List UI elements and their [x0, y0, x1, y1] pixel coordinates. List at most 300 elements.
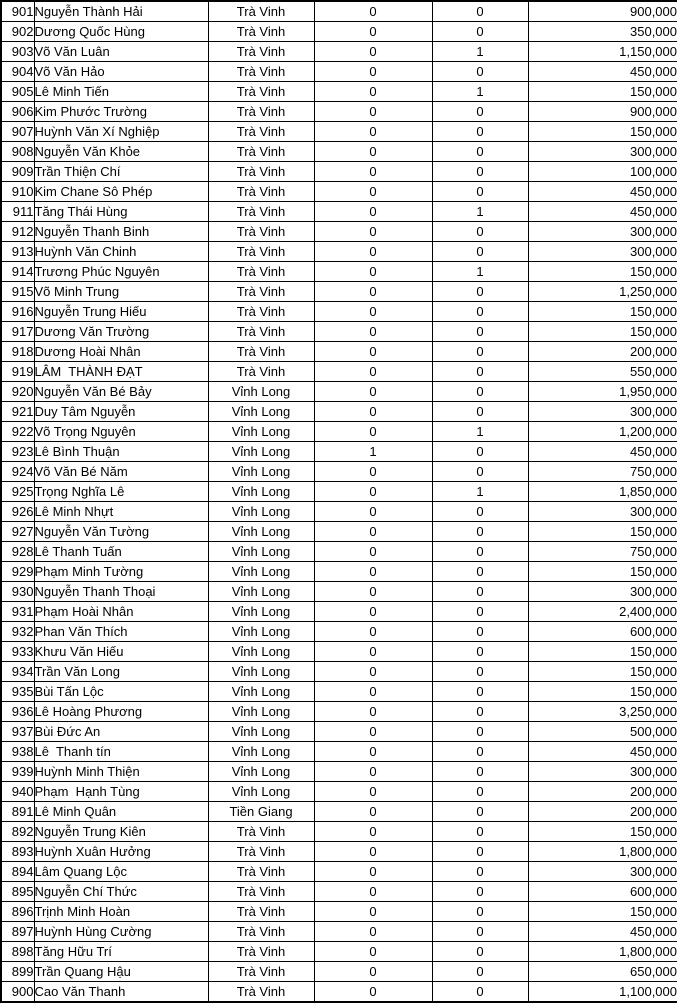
cell-value_b[interactable]: 0	[432, 982, 528, 1003]
cell-name[interactable]: Duy Tâm Nguyễn	[34, 402, 208, 422]
cell-amount[interactable]: 300,000	[528, 402, 677, 422]
cell-name[interactable]: Phan Văn Thích	[34, 622, 208, 642]
cell-name[interactable]: Bùi Tấn Lộc	[34, 682, 208, 702]
cell-amount[interactable]: 450,000	[528, 922, 677, 942]
cell-value_a[interactable]: 0	[314, 642, 432, 662]
cell-province[interactable]: Vỉnh Long	[208, 682, 314, 702]
cell-value_b[interactable]: 0	[432, 622, 528, 642]
cell-value_a[interactable]: 0	[314, 102, 432, 122]
cell-province[interactable]: Trà Vinh	[208, 122, 314, 142]
cell-name[interactable]: Dương Văn Trường	[34, 322, 208, 342]
cell-amount[interactable]: 500,000	[528, 722, 677, 742]
cell-id[interactable]: 914	[1, 262, 34, 282]
cell-value_a[interactable]: 0	[314, 342, 432, 362]
cell-province[interactable]: Vỉnh Long	[208, 422, 314, 442]
cell-name[interactable]: Võ Minh Trung	[34, 282, 208, 302]
cell-id[interactable]: 900	[1, 982, 34, 1003]
cell-value_a[interactable]: 0	[314, 702, 432, 722]
cell-name[interactable]: Lê Minh Nhựt	[34, 502, 208, 522]
cell-value_b[interactable]: 1	[432, 202, 528, 222]
cell-amount[interactable]: 1,850,000	[528, 482, 677, 502]
cell-amount[interactable]: 550,000	[528, 362, 677, 382]
cell-name[interactable]: Trương Phúc Nguyên	[34, 262, 208, 282]
cell-name[interactable]: Lê Thanh tín	[34, 742, 208, 762]
cell-province[interactable]: Trà Vinh	[208, 22, 314, 42]
cell-value_a[interactable]: 0	[314, 522, 432, 542]
cell-value_a[interactable]: 1	[314, 442, 432, 462]
cell-name[interactable]: Lê Bình Thuận	[34, 442, 208, 462]
cell-province[interactable]: Trà Vinh	[208, 162, 314, 182]
cell-id[interactable]: 893	[1, 842, 34, 862]
cell-id[interactable]: 928	[1, 542, 34, 562]
cell-id[interactable]: 898	[1, 942, 34, 962]
cell-id[interactable]: 905	[1, 82, 34, 102]
cell-province[interactable]: Vỉnh Long	[208, 762, 314, 782]
cell-value_a[interactable]: 0	[314, 382, 432, 402]
cell-id[interactable]: 926	[1, 502, 34, 522]
cell-value_b[interactable]: 0	[432, 162, 528, 182]
cell-amount[interactable]: 750,000	[528, 462, 677, 482]
cell-value_b[interactable]: 1	[432, 262, 528, 282]
cell-name[interactable]: Bùi Đức An	[34, 722, 208, 742]
cell-amount[interactable]: 300,000	[528, 862, 677, 882]
cell-province[interactable]: Trà Vinh	[208, 962, 314, 982]
cell-id[interactable]: 907	[1, 122, 34, 142]
cell-province[interactable]: Trà Vinh	[208, 342, 314, 362]
cell-id[interactable]: 915	[1, 282, 34, 302]
cell-name[interactable]: Phạm Hoài Nhân	[34, 602, 208, 622]
cell-value_a[interactable]: 0	[314, 222, 432, 242]
cell-amount[interactable]: 450,000	[528, 442, 677, 462]
cell-amount[interactable]: 300,000	[528, 502, 677, 522]
cell-name[interactable]: Tăng Thái Hùng	[34, 202, 208, 222]
cell-value_b[interactable]: 0	[432, 62, 528, 82]
cell-name[interactable]: Lê Hoàng Phương	[34, 702, 208, 722]
cell-value_b[interactable]: 0	[432, 802, 528, 822]
cell-province[interactable]: Vỉnh Long	[208, 622, 314, 642]
cell-value_a[interactable]: 0	[314, 882, 432, 902]
cell-value_a[interactable]: 0	[314, 42, 432, 62]
cell-value_a[interactable]: 0	[314, 742, 432, 762]
cell-value_b[interactable]: 0	[432, 142, 528, 162]
cell-value_a[interactable]: 0	[314, 662, 432, 682]
cell-province[interactable]: Trà Vinh	[208, 322, 314, 342]
cell-province[interactable]: Trà Vinh	[208, 82, 314, 102]
cell-amount[interactable]: 150,000	[528, 82, 677, 102]
cell-province[interactable]: Vỉnh Long	[208, 742, 314, 762]
cell-name[interactable]: Dương Quốc Hùng	[34, 22, 208, 42]
cell-id[interactable]: 911	[1, 202, 34, 222]
cell-province[interactable]: Vỉnh Long	[208, 782, 314, 802]
cell-value_b[interactable]: 0	[432, 562, 528, 582]
cell-value_a[interactable]: 0	[314, 762, 432, 782]
cell-id[interactable]: 897	[1, 922, 34, 942]
cell-id[interactable]: 924	[1, 462, 34, 482]
cell-value_a[interactable]: 0	[314, 282, 432, 302]
cell-value_a[interactable]: 0	[314, 922, 432, 942]
cell-value_b[interactable]: 0	[432, 782, 528, 802]
cell-province[interactable]: Trà Vinh	[208, 142, 314, 162]
cell-amount[interactable]: 1,100,000	[528, 982, 677, 1003]
cell-value_b[interactable]: 0	[432, 462, 528, 482]
cell-id[interactable]: 896	[1, 902, 34, 922]
cell-province[interactable]: Trà Vinh	[208, 242, 314, 262]
cell-name[interactable]: Lê Minh Tiến	[34, 82, 208, 102]
cell-name[interactable]: Phạm Hạnh Tùng	[34, 782, 208, 802]
cell-id[interactable]: 892	[1, 822, 34, 842]
cell-province[interactable]: Vỉnh Long	[208, 702, 314, 722]
cell-value_b[interactable]: 1	[432, 82, 528, 102]
cell-value_a[interactable]: 0	[314, 562, 432, 582]
cell-value_b[interactable]: 0	[432, 362, 528, 382]
cell-value_b[interactable]: 0	[432, 302, 528, 322]
cell-value_b[interactable]: 0	[432, 742, 528, 762]
cell-name[interactable]: Nguyễn Thanh Thoại	[34, 582, 208, 602]
cell-amount[interactable]: 100,000	[528, 162, 677, 182]
cell-amount[interactable]: 1,800,000	[528, 942, 677, 962]
cell-amount[interactable]: 450,000	[528, 202, 677, 222]
cell-province[interactable]: Vỉnh Long	[208, 662, 314, 682]
cell-name[interactable]: Huỳnh Văn Chinh	[34, 242, 208, 262]
cell-value_b[interactable]: 0	[432, 682, 528, 702]
cell-province[interactable]: Vỉnh Long	[208, 602, 314, 622]
cell-value_a[interactable]: 0	[314, 782, 432, 802]
cell-province[interactable]: Trà Vinh	[208, 922, 314, 942]
cell-value_a[interactable]: 0	[314, 682, 432, 702]
cell-name[interactable]: Nguyễn Thanh Binh	[34, 222, 208, 242]
cell-amount[interactable]: 900,000	[528, 102, 677, 122]
cell-value_a[interactable]: 0	[314, 362, 432, 382]
cell-amount[interactable]: 2,400,000	[528, 602, 677, 622]
cell-value_b[interactable]: 0	[432, 122, 528, 142]
cell-value_b[interactable]: 0	[432, 922, 528, 942]
cell-value_a[interactable]: 0	[314, 262, 432, 282]
cell-value_a[interactable]: 0	[314, 622, 432, 642]
cell-name[interactable]: Võ Văn Bé Năm	[34, 462, 208, 482]
cell-name[interactable]: Trần Văn Long	[34, 662, 208, 682]
cell-value_b[interactable]: 0	[432, 102, 528, 122]
cell-value_a[interactable]: 0	[314, 142, 432, 162]
cell-value_a[interactable]: 0	[314, 202, 432, 222]
cell-amount[interactable]: 450,000	[528, 742, 677, 762]
cell-value_b[interactable]: 0	[432, 702, 528, 722]
cell-id[interactable]: 918	[1, 342, 34, 362]
cell-amount[interactable]: 1,150,000	[528, 42, 677, 62]
cell-name[interactable]: Lâm Quang Lộc	[34, 862, 208, 882]
cell-province[interactable]: Trà Vinh	[208, 862, 314, 882]
cell-name[interactable]: Tăng Hữu Trí	[34, 942, 208, 962]
cell-id[interactable]: 906	[1, 102, 34, 122]
cell-province[interactable]: Trà Vinh	[208, 362, 314, 382]
cell-province[interactable]: Trà Vinh	[208, 62, 314, 82]
cell-value_b[interactable]: 0	[432, 822, 528, 842]
cell-value_a[interactable]: 0	[314, 22, 432, 42]
cell-value_a[interactable]: 0	[314, 722, 432, 742]
cell-amount[interactable]: 150,000	[528, 822, 677, 842]
cell-province[interactable]: Vỉnh Long	[208, 382, 314, 402]
cell-id[interactable]: 908	[1, 142, 34, 162]
cell-id[interactable]: 919	[1, 362, 34, 382]
cell-amount[interactable]: 150,000	[528, 642, 677, 662]
cell-amount[interactable]: 300,000	[528, 762, 677, 782]
cell-province[interactable]: Trà Vinh	[208, 982, 314, 1003]
cell-value_b[interactable]: 0	[432, 1, 528, 22]
cell-province[interactable]: Trà Vinh	[208, 882, 314, 902]
cell-amount[interactable]: 1,800,000	[528, 842, 677, 862]
cell-value_b[interactable]: 1	[432, 42, 528, 62]
cell-value_a[interactable]: 0	[314, 902, 432, 922]
cell-id[interactable]: 922	[1, 422, 34, 442]
cell-value_b[interactable]: 0	[432, 242, 528, 262]
cell-id[interactable]: 912	[1, 222, 34, 242]
cell-province[interactable]: Trà Vinh	[208, 42, 314, 62]
cell-province[interactable]: Trà Vinh	[208, 262, 314, 282]
cell-amount[interactable]: 150,000	[528, 662, 677, 682]
cell-name[interactable]: Cao Văn Thanh	[34, 982, 208, 1003]
cell-id[interactable]: 930	[1, 582, 34, 602]
cell-province[interactable]: Vỉnh Long	[208, 502, 314, 522]
cell-value_b[interactable]: 1	[432, 482, 528, 502]
cell-amount[interactable]: 150,000	[528, 302, 677, 322]
cell-id[interactable]: 891	[1, 802, 34, 822]
cell-value_a[interactable]: 0	[314, 602, 432, 622]
cell-id[interactable]: 932	[1, 622, 34, 642]
cell-amount[interactable]: 300,000	[528, 242, 677, 262]
cell-name[interactable]: Trọng Nghĩa Lê	[34, 482, 208, 502]
cell-province[interactable]: Vỉnh Long	[208, 442, 314, 462]
cell-value_b[interactable]: 0	[432, 382, 528, 402]
cell-amount[interactable]: 150,000	[528, 682, 677, 702]
cell-province[interactable]: Trà Vinh	[208, 302, 314, 322]
cell-name[interactable]: Nguyễn Chí Thức	[34, 882, 208, 902]
cell-name[interactable]: Phạm Minh Tường	[34, 562, 208, 582]
cell-name[interactable]: Lê Minh Quân	[34, 802, 208, 822]
cell-id[interactable]: 933	[1, 642, 34, 662]
cell-province[interactable]: Vỉnh Long	[208, 522, 314, 542]
cell-id[interactable]: 902	[1, 22, 34, 42]
cell-value_b[interactable]: 0	[432, 762, 528, 782]
cell-province[interactable]: Vỉnh Long	[208, 402, 314, 422]
cell-province[interactable]: Vỉnh Long	[208, 542, 314, 562]
cell-value_a[interactable]: 0	[314, 162, 432, 182]
cell-id[interactable]: 937	[1, 722, 34, 742]
cell-province[interactable]: Vỉnh Long	[208, 582, 314, 602]
cell-value_a[interactable]: 0	[314, 302, 432, 322]
cell-name[interactable]: Võ Văn Hảo	[34, 62, 208, 82]
cell-amount[interactable]: 150,000	[528, 322, 677, 342]
cell-name[interactable]: Trịnh Minh Hoàn	[34, 902, 208, 922]
cell-value_b[interactable]: 0	[432, 542, 528, 562]
cell-id[interactable]: 913	[1, 242, 34, 262]
cell-province[interactable]: Trà Vinh	[208, 282, 314, 302]
cell-value_a[interactable]: 0	[314, 82, 432, 102]
cell-province[interactable]: Vỉnh Long	[208, 642, 314, 662]
cell-id[interactable]: 939	[1, 762, 34, 782]
cell-name[interactable]: Võ Văn Luân	[34, 42, 208, 62]
cell-value_a[interactable]: 0	[314, 422, 432, 442]
cell-id[interactable]: 910	[1, 182, 34, 202]
cell-value_b[interactable]: 0	[432, 882, 528, 902]
cell-amount[interactable]: 450,000	[528, 62, 677, 82]
cell-province[interactable]: Vỉnh Long	[208, 462, 314, 482]
cell-value_b[interactable]: 0	[432, 642, 528, 662]
cell-id[interactable]: 894	[1, 862, 34, 882]
cell-province[interactable]: Vỉnh Long	[208, 722, 314, 742]
cell-name[interactable]: Kim Chane Sô Phép	[34, 182, 208, 202]
cell-id[interactable]: 916	[1, 302, 34, 322]
cell-value_b[interactable]: 1	[432, 422, 528, 442]
cell-id[interactable]: 935	[1, 682, 34, 702]
cell-province[interactable]: Trà Vinh	[208, 202, 314, 222]
cell-value_b[interactable]: 0	[432, 902, 528, 922]
cell-value_b[interactable]: 0	[432, 442, 528, 462]
cell-province[interactable]: Trà Vinh	[208, 182, 314, 202]
cell-name[interactable]: Trần Quang Hậu	[34, 962, 208, 982]
cell-amount[interactable]: 150,000	[528, 562, 677, 582]
cell-value_a[interactable]: 0	[314, 122, 432, 142]
cell-value_a[interactable]: 0	[314, 182, 432, 202]
cell-amount[interactable]: 450,000	[528, 182, 677, 202]
cell-amount[interactable]: 300,000	[528, 582, 677, 602]
cell-amount[interactable]: 200,000	[528, 342, 677, 362]
cell-id[interactable]: 903	[1, 42, 34, 62]
cell-id[interactable]: 936	[1, 702, 34, 722]
cell-amount[interactable]: 350,000	[528, 22, 677, 42]
cell-province[interactable]: Trà Vinh	[208, 902, 314, 922]
cell-value_b[interactable]: 0	[432, 182, 528, 202]
cell-amount[interactable]: 750,000	[528, 542, 677, 562]
cell-value_b[interactable]: 0	[432, 942, 528, 962]
cell-name[interactable]: Nguyễn Văn Tường	[34, 522, 208, 542]
cell-province[interactable]: Trà Vinh	[208, 1, 314, 22]
cell-id[interactable]: 925	[1, 482, 34, 502]
cell-province[interactable]: Trà Vinh	[208, 842, 314, 862]
cell-province[interactable]: Trà Vinh	[208, 942, 314, 962]
cell-value_b[interactable]: 0	[432, 602, 528, 622]
cell-id[interactable]: 934	[1, 662, 34, 682]
cell-name[interactable]: Huỳnh Xuân Hưởng	[34, 842, 208, 862]
cell-amount[interactable]: 900,000	[528, 1, 677, 22]
cell-value_a[interactable]: 0	[314, 482, 432, 502]
cell-amount[interactable]: 1,200,000	[528, 422, 677, 442]
cell-value_a[interactable]: 0	[314, 462, 432, 482]
cell-value_b[interactable]: 0	[432, 582, 528, 602]
cell-value_a[interactable]: 0	[314, 802, 432, 822]
cell-amount[interactable]: 150,000	[528, 522, 677, 542]
cell-amount[interactable]: 1,250,000	[528, 282, 677, 302]
cell-name[interactable]: Nguyễn Trung Hiếu	[34, 302, 208, 322]
cell-value_a[interactable]: 0	[314, 242, 432, 262]
cell-id[interactable]: 938	[1, 742, 34, 762]
cell-id[interactable]: 940	[1, 782, 34, 802]
cell-amount[interactable]: 650,000	[528, 962, 677, 982]
cell-province[interactable]: Trà Vinh	[208, 102, 314, 122]
cell-name[interactable]: Khưu Văn Hiếu	[34, 642, 208, 662]
cell-value_a[interactable]: 0	[314, 982, 432, 1003]
cell-amount[interactable]: 300,000	[528, 222, 677, 242]
cell-value_b[interactable]: 0	[432, 402, 528, 422]
cell-value_b[interactable]: 0	[432, 722, 528, 742]
cell-id[interactable]: 917	[1, 322, 34, 342]
cell-value_b[interactable]: 0	[432, 322, 528, 342]
cell-value_b[interactable]: 0	[432, 502, 528, 522]
cell-id[interactable]: 921	[1, 402, 34, 422]
cell-name[interactable]: Lê Thanh Tuấn	[34, 542, 208, 562]
cell-name[interactable]: Dương Hoài Nhân	[34, 342, 208, 362]
cell-amount[interactable]: 150,000	[528, 262, 677, 282]
cell-value_a[interactable]: 0	[314, 822, 432, 842]
cell-id[interactable]: 920	[1, 382, 34, 402]
cell-value_b[interactable]: 0	[432, 222, 528, 242]
cell-id[interactable]: 899	[1, 962, 34, 982]
cell-value_b[interactable]: 0	[432, 522, 528, 542]
cell-amount[interactable]: 1,950,000	[528, 382, 677, 402]
cell-id[interactable]: 895	[1, 882, 34, 902]
cell-name[interactable]: Võ Trọng Nguyên	[34, 422, 208, 442]
cell-id[interactable]: 923	[1, 442, 34, 462]
cell-name[interactable]: Nguyễn Trung Kiên	[34, 822, 208, 842]
cell-value_b[interactable]: 0	[432, 282, 528, 302]
cell-name[interactable]: Nguyễn Văn Bé Bảy	[34, 382, 208, 402]
cell-value_a[interactable]: 0	[314, 842, 432, 862]
cell-id[interactable]: 909	[1, 162, 34, 182]
cell-value_a[interactable]: 0	[314, 942, 432, 962]
cell-id[interactable]: 904	[1, 62, 34, 82]
cell-id[interactable]: 901	[1, 1, 34, 22]
cell-name[interactable]: LÂM THÀNH ĐẠT	[34, 362, 208, 382]
cell-name[interactable]: Kim Phước Trường	[34, 102, 208, 122]
cell-province[interactable]: Trà Vinh	[208, 222, 314, 242]
cell-value_b[interactable]: 0	[432, 342, 528, 362]
cell-amount[interactable]: 200,000	[528, 782, 677, 802]
cell-amount[interactable]: 600,000	[528, 622, 677, 642]
cell-province[interactable]: Tiền Giang	[208, 802, 314, 822]
cell-value_a[interactable]: 0	[314, 1, 432, 22]
cell-name[interactable]: Huỳnh Văn Xí Nghiệp	[34, 122, 208, 142]
cell-name[interactable]: Nguyễn Thành Hải	[34, 1, 208, 22]
cell-value_b[interactable]: 0	[432, 662, 528, 682]
cell-value_b[interactable]: 0	[432, 962, 528, 982]
cell-value_b[interactable]: 0	[432, 22, 528, 42]
cell-name[interactable]: Huỳnh Hùng Cường	[34, 922, 208, 942]
cell-id[interactable]: 931	[1, 602, 34, 622]
cell-value_a[interactable]: 0	[314, 62, 432, 82]
cell-amount[interactable]: 300,000	[528, 142, 677, 162]
cell-value_a[interactable]: 0	[314, 402, 432, 422]
cell-amount[interactable]: 200,000	[528, 802, 677, 822]
cell-name[interactable]: Nguyễn Văn Khỏe	[34, 142, 208, 162]
cell-value_a[interactable]: 0	[314, 582, 432, 602]
cell-province[interactable]: Trà Vinh	[208, 822, 314, 842]
cell-amount[interactable]: 3,250,000	[528, 702, 677, 722]
cell-amount[interactable]: 600,000	[528, 882, 677, 902]
cell-value_b[interactable]: 0	[432, 862, 528, 882]
cell-value_a[interactable]: 0	[314, 862, 432, 882]
cell-value_a[interactable]: 0	[314, 542, 432, 562]
cell-id[interactable]: 927	[1, 522, 34, 542]
cell-amount[interactable]: 150,000	[528, 902, 677, 922]
cell-name[interactable]: Trần Thiện Chí	[34, 162, 208, 182]
cell-province[interactable]: Vỉnh Long	[208, 482, 314, 502]
cell-value_a[interactable]: 0	[314, 322, 432, 342]
cell-value_a[interactable]: 0	[314, 502, 432, 522]
cell-id[interactable]: 929	[1, 562, 34, 582]
cell-value_a[interactable]: 0	[314, 962, 432, 982]
cell-province[interactable]: Vỉnh Long	[208, 562, 314, 582]
cell-value_b[interactable]: 0	[432, 842, 528, 862]
cell-amount[interactable]: 150,000	[528, 122, 677, 142]
cell-name[interactable]: Huỳnh Minh Thiện	[34, 762, 208, 782]
